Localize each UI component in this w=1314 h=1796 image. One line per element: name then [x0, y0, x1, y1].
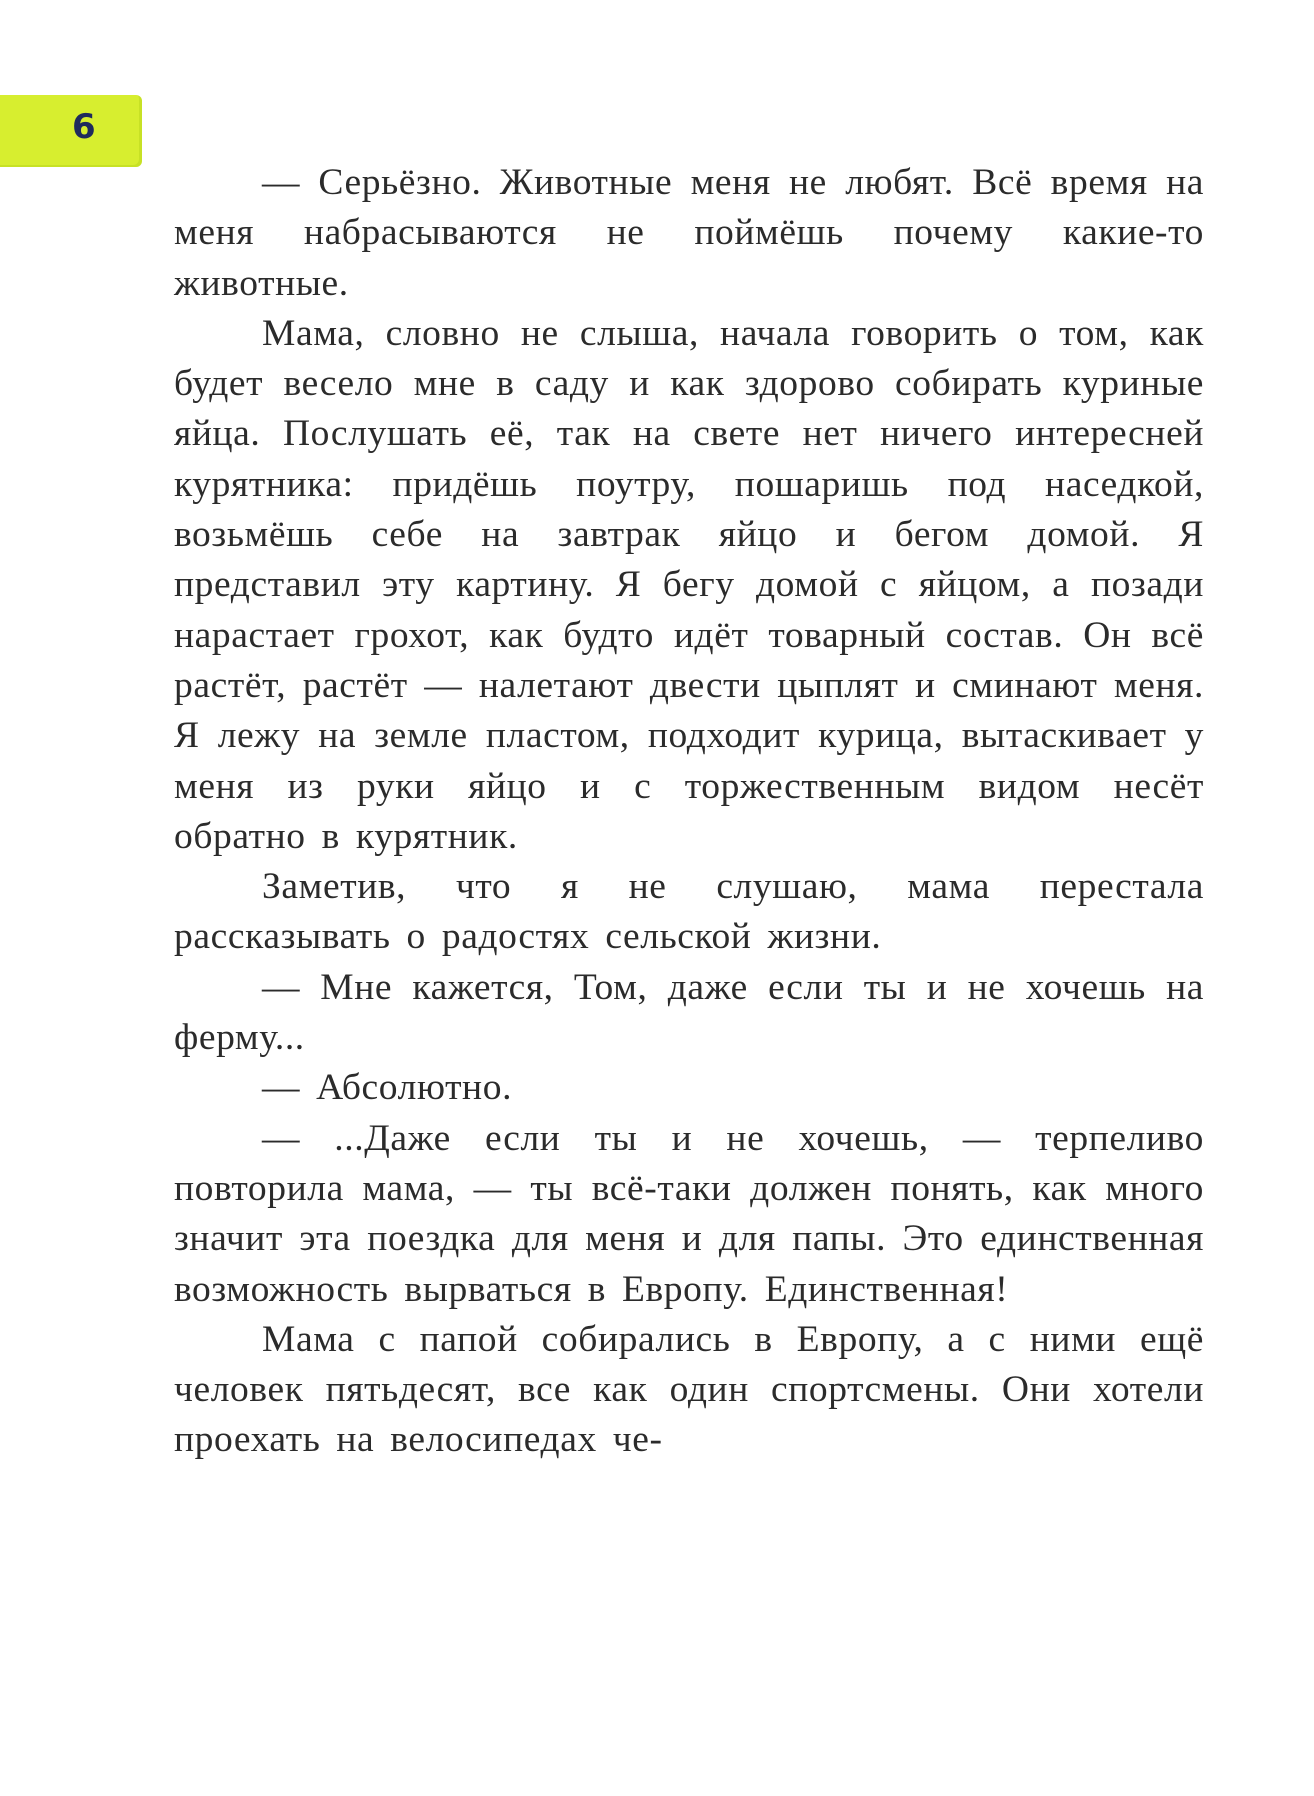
paragraph: — Абсолютно. [262, 1067, 513, 1109]
book-text [174, 158, 1204, 1466]
page-number: 6 [72, 107, 96, 147]
paragraph: — ...Даже если ты и не хочешь, — терпеливо повторила мама, — ты всё-таки должен понять, как много значит эта поездка для меня и для папы. Это единственная возможность вырваться в Европу. Единственная! [174, 1117, 1204, 1310]
paragraph: — Мне кажется, Том, даже если ты и не хочешь на ферму... [174, 966, 1204, 1059]
paragraph: Мама с папой собирались в Европу, а с ними ещё человек пятьдесят, все как один спортсмены. Они хотели проехать на велосипедах че- [174, 1318, 1204, 1461]
page-number-tab [0, 95, 142, 167]
paragraph: Заметив, что я не слушаю, мама перестала рассказывать о радостях сельской жизни. [174, 866, 1204, 958]
paragraph: Мама, словно не слыша, начала говорить о том, как будет весело мне в саду и как здорово собирать куриные яйца. Послушать её, так на свете нет ничего интересней курятника: придёшь поутру, пошаришь под наседкой, возьмёшь себе на завтрак яйцо и бегом домой. Я представил эту картину. Я бегу домой с яйцом, а позади нарастает грохот, как будто идёт товарный состав. Он всё растёт, растёт — налетают двести цыплят и сминают меня. Я лежу на земле пластом, подходит курица, вытаскивает у меня из руки яйцо и с торжественным видом несёт обратно в курятник. [174, 312, 1204, 857]
paragraph: — Серьёзно. Животные меня не любят. Всё время на меня набрасываются не поймёшь почему какие-то животные. [174, 162, 1204, 304]
